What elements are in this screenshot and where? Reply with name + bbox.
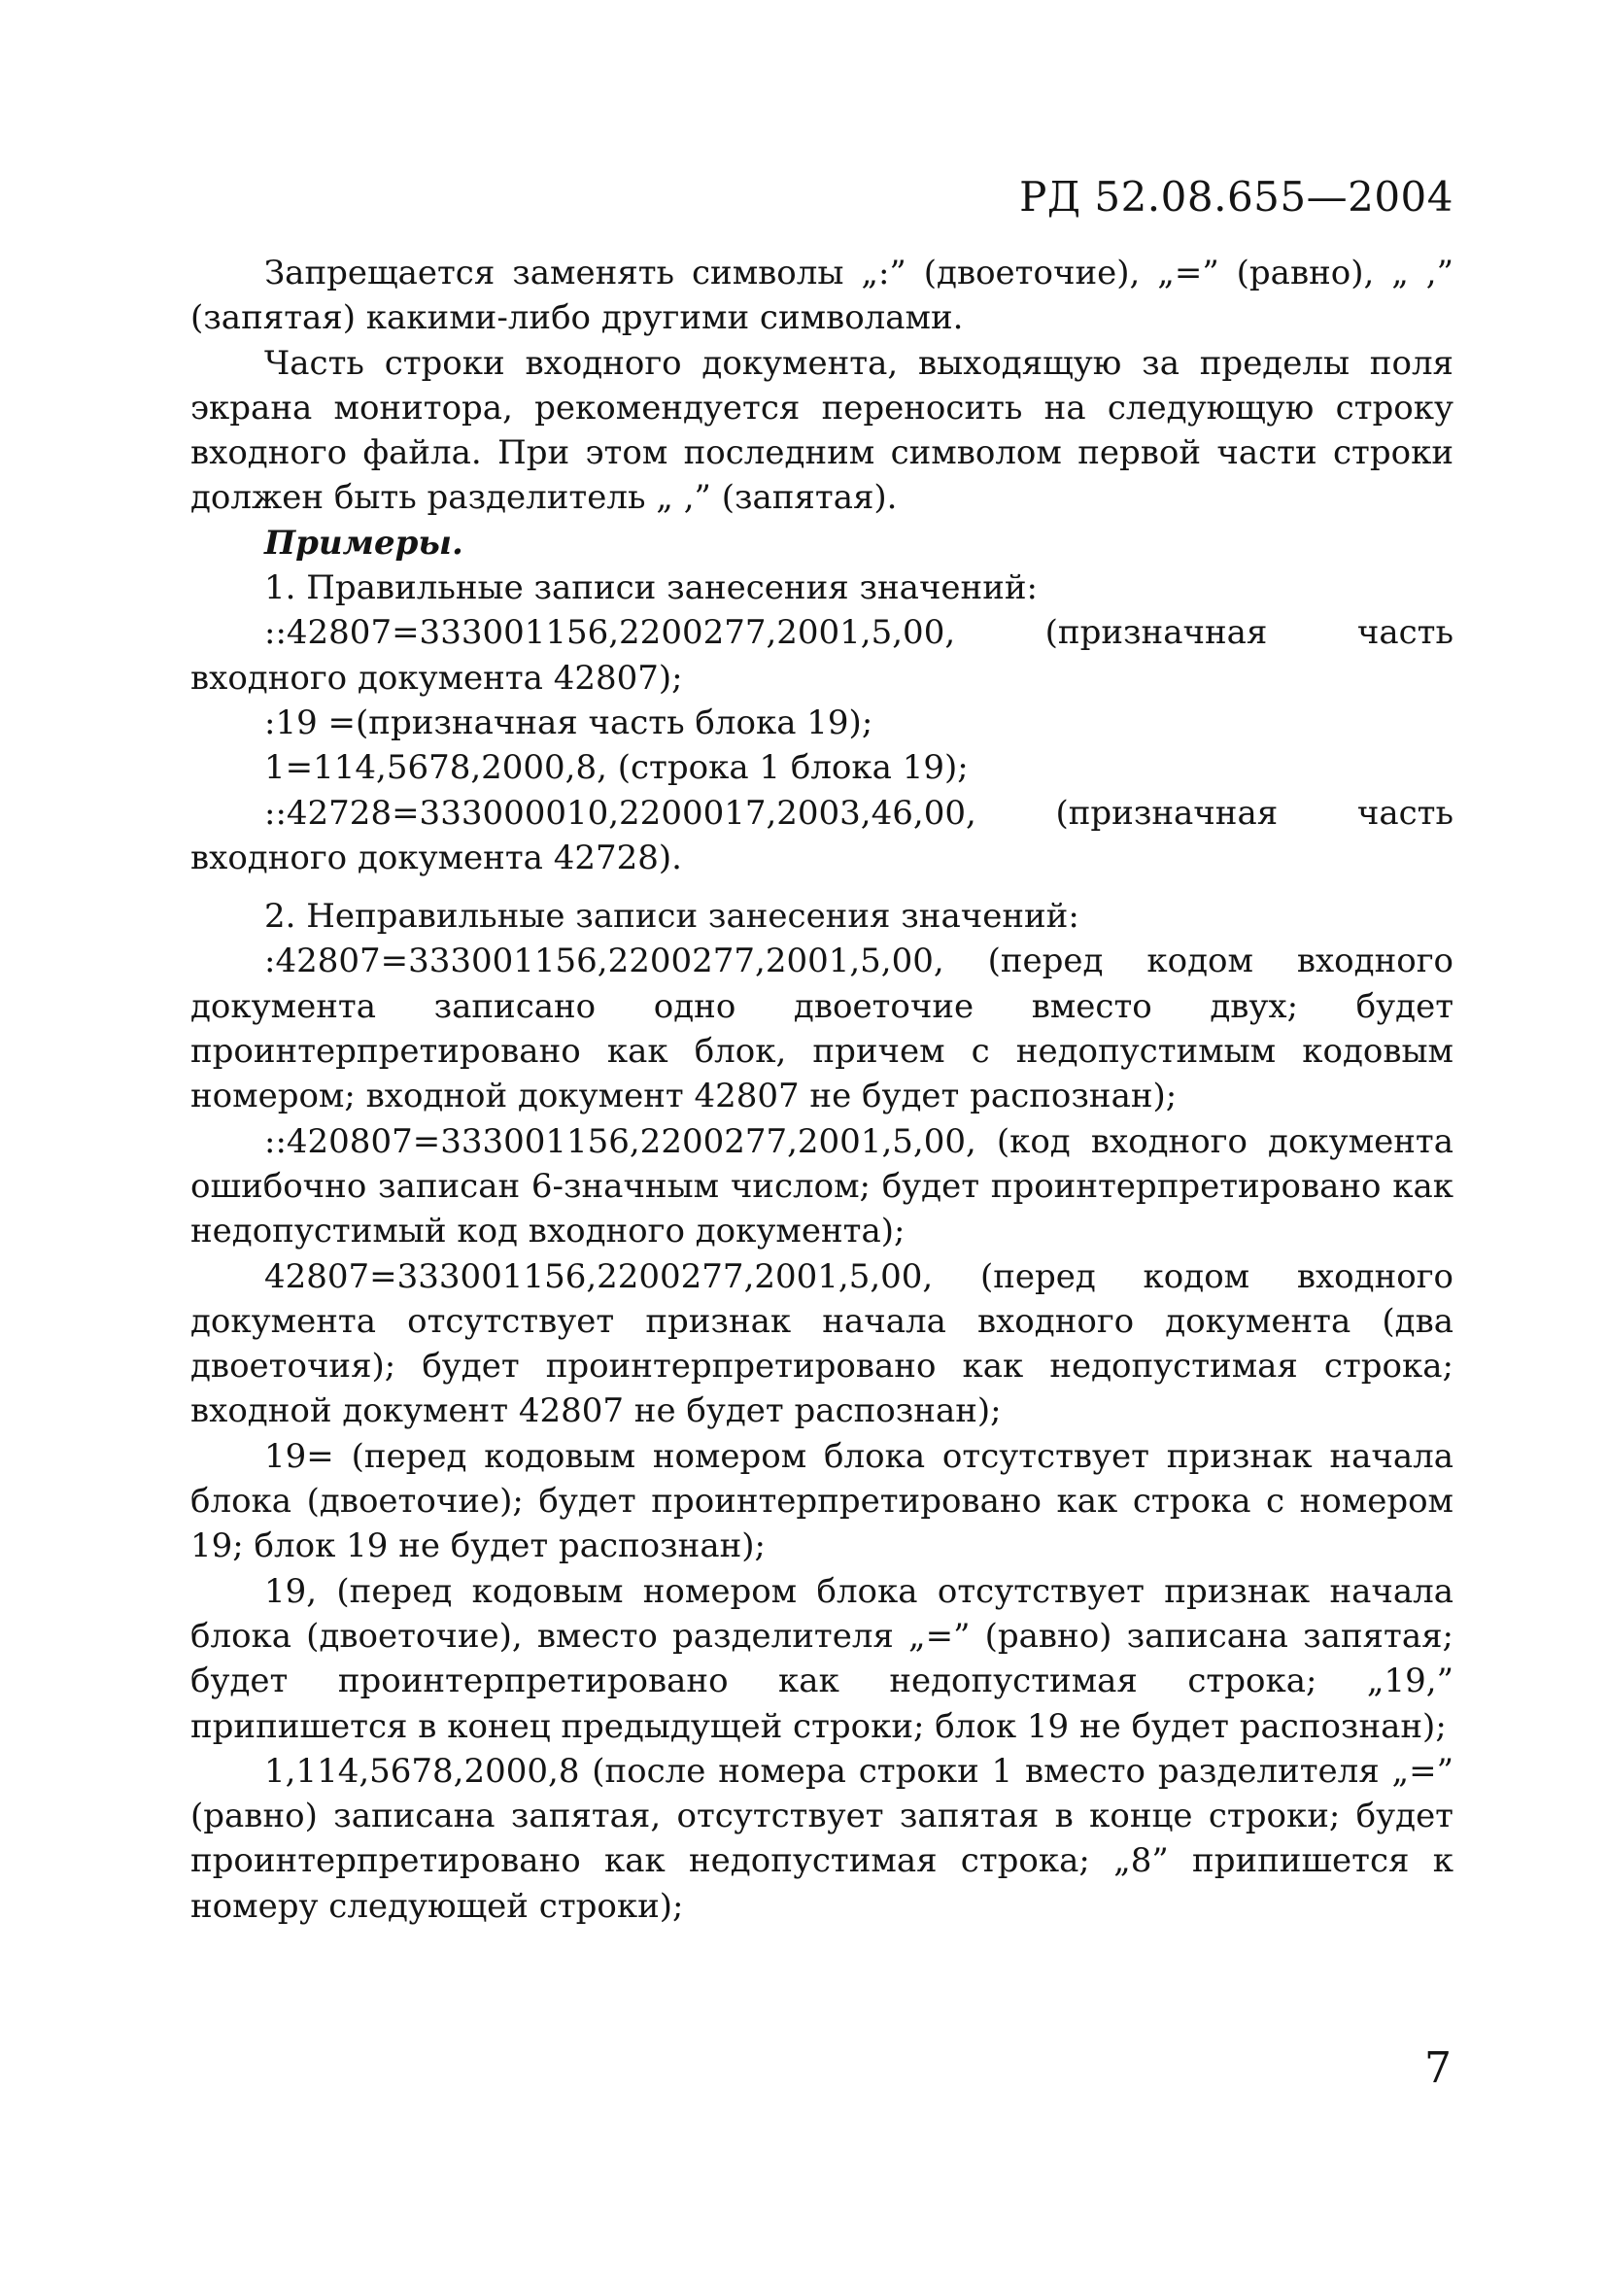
examples-heading: Примеры.: [264, 523, 463, 563]
page-body: [190, 251, 1453, 1929]
correct-example-2: :19 =(призначная часть блока 19);: [264, 703, 873, 742]
correct-example-1: ::42807=333001156,2200277,2001,5,00, (призначная часть входного документа 42807);: [190, 613, 1453, 698]
incorrect-example-2: ::420807=333001156,2200277,2001,5,00, (код входного документа ошибочно записан 6-значным числом; будет проинтерпретировано как недопустимый код входного документа);: [190, 1121, 1453, 1251]
page-number: 7: [1424, 2043, 1452, 2093]
incorrect-example-1: :42807=333001156,2200277,2001,5,00, (перед кодом входного документа записано одно двоеточие вместо двух; будет проинтерпретировано как блок, причем с недопустимым кодовым номером; входной документ 42807 не будет распознан);: [190, 942, 1453, 1116]
document-code-header: РД 52.08.655—2004: [1019, 173, 1453, 221]
incorrect-example-3: 42807=333001156,2200277,2001,5,00, (перед кодом входного документа отсутствует признак начала входного документа (два двоеточия); будет проинтерпретировано как недопустимая строка; входной документ 42807 не будет распознан);: [190, 1256, 1453, 1431]
incorrect-example-4: 19= (перед кодовым номером блока отсутствует признак начала блока (двоеточие); будет проинтерпретировано как строка с номером 19; блок 19 не будет распознан);: [190, 1436, 1453, 1566]
incorrect-examples-title: 2. Неправильные записи занесения значений:: [264, 897, 1079, 937]
correct-example-4: ::42728=333000010,2200017,2003,46,00, (призначная часть входного документа 42728).: [190, 793, 1453, 877]
correct-examples-title: 1. Правильные записи занесения значений:: [264, 568, 1038, 608]
correct-example-3: 1=114,5678,2000,8, (строка 1 блока 19);: [264, 748, 969, 788]
incorrect-example-5: 19, (перед кодовым номером блока отсутствует признак начала блока (двоеточие), вместо разделителя „=” (равно) записана запятая; будет проинтерпретировано как недопустимая строка; „19,” припишется в конец предыдущей строки; блок 19 не будет распознан);: [190, 1571, 1453, 1746]
paragraph-line-wrap-rule: Часть строки входного документа, выходящую за пределы поля экрана монитора, рекомендуется переносить на следующую строку входного файла. При этом последним символом первой части строки должен быть разделитель „ ,” (запятая).: [190, 343, 1453, 518]
paragraph-symbols-rule: Запрещается заменять символы „:” (двоеточие), „=” (равно), „ ,” (запятая) какими-либо другими символами.: [190, 254, 1453, 338]
incorrect-example-6: 1,114,5678,2000,8 (после номера строки 1 вместо разделителя „=” (равно) записана запятая, отсутствует запятая в конце строки; будет проинтерпретировано как недопустимая строка; „8” припишется к номеру следующей строки);: [190, 1751, 1453, 1926]
